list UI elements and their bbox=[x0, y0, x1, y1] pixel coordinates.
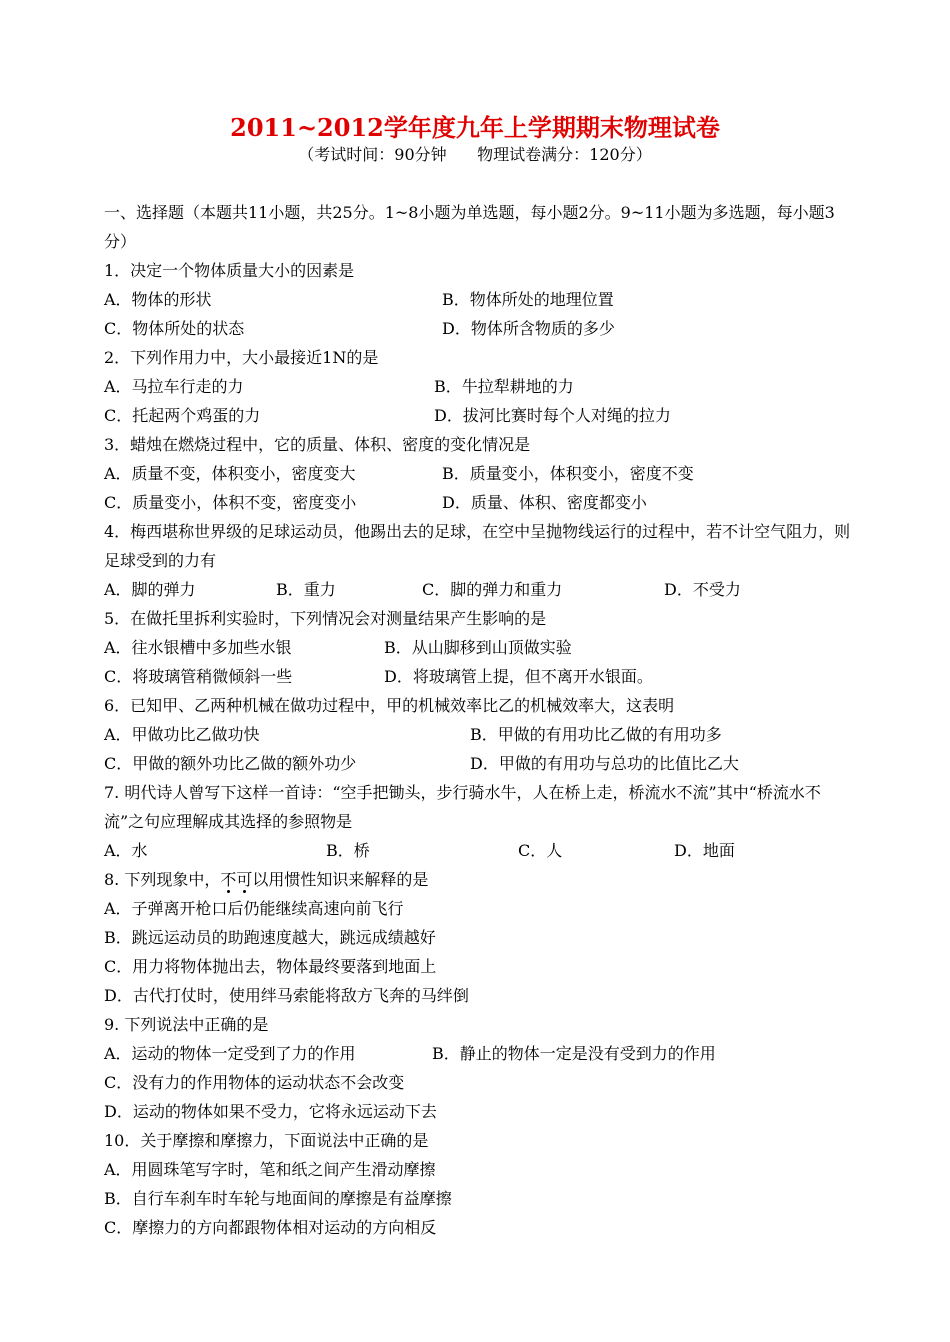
option-d: D．将玻璃管上提，但不离开水银面。 bbox=[384, 667, 653, 686]
option-b: B．质量变小，体积变小，密度不变 bbox=[442, 464, 694, 483]
option-d: D．运动的物体如果不受力，它将永远运动下去 bbox=[104, 1102, 437, 1121]
question-stem bbox=[104, 865, 854, 894]
option-b: B．重力 bbox=[276, 580, 336, 599]
option-b: B．静止的物体一定是没有受到力的作用 bbox=[432, 1044, 716, 1063]
option-b: B．跳远运动员的助跑速度越大，跳远成绩越好 bbox=[104, 928, 436, 947]
option-d: D．古代打仗时，使用绊马索能将敌方飞奔的马绊倒 bbox=[104, 986, 469, 1005]
option-row bbox=[104, 836, 854, 865]
question-stem: 10．关于摩擦和摩擦力，下面说法中正确的是 bbox=[104, 1131, 429, 1150]
option-b: B．自行车刹车时车轮与地面间的摩擦是有益摩擦 bbox=[104, 1189, 452, 1208]
option-row bbox=[104, 720, 854, 749]
option-row bbox=[104, 633, 854, 662]
option-a: A．运动的物体一定受到了力的作用 bbox=[104, 1044, 356, 1063]
option-c: C．没有力的作用物体的运动状态不会改变 bbox=[104, 1073, 405, 1092]
option-a: A．马拉车行走的力 bbox=[104, 377, 244, 396]
option-row bbox=[104, 575, 854, 604]
option-c: C．用力将物体抛出去，物体最终要落到地面上 bbox=[104, 957, 437, 976]
option-c: C．托起两个鸡蛋的力 bbox=[104, 406, 261, 425]
emphasis-char: 不 bbox=[220, 870, 237, 889]
exam-subtitle: （考试时间：90分钟 物理试卷满分：120分） bbox=[298, 145, 652, 164]
option-row bbox=[104, 314, 854, 343]
question-stem: 1．决定一个物体质量大小的因素是 bbox=[104, 261, 355, 280]
option-a: A．物体的形状 bbox=[104, 290, 212, 309]
option-a: A．往水银槽中多加些水银 bbox=[104, 638, 292, 657]
option-d: D．甲做的有用功与总功的比值比乙大 bbox=[470, 754, 739, 773]
option-row bbox=[104, 372, 854, 401]
option-a: A．甲做功比乙做功快 bbox=[104, 725, 260, 744]
option-a: A．子弹离开枪口后仍能继续高速向前飞行 bbox=[104, 899, 404, 918]
question-stem: 3．蜡烛在燃烧过程中，它的质量、体积、密度的变化情况是 bbox=[104, 435, 531, 454]
option-row bbox=[104, 285, 854, 314]
option-row bbox=[104, 459, 854, 488]
question-stem: 6．已知甲、乙两种机械在做功过程中，甲的机械效率比乙的机械效率大，这表明 bbox=[104, 696, 675, 715]
option-d: D．不受力 bbox=[664, 580, 741, 599]
option-a: A．水 bbox=[104, 841, 148, 860]
option-c: C．脚的弹力和重力 bbox=[422, 580, 563, 599]
question-stem: 2．下列作用力中，大小最接近1N的是 bbox=[104, 348, 379, 367]
option-d: D．拔河比赛时每个人对绳的拉力 bbox=[434, 406, 671, 425]
option-d: D．质量、体积、密度都变小 bbox=[442, 493, 647, 512]
question-stem: 9. 下列说法中正确的是 bbox=[104, 1015, 269, 1034]
question-stem: 4．梅西堪称世界级的足球运动员，他踢出去的足球，在空中呈抛物线运行的过程中，若不计空气阻力，则足球受到的力有 bbox=[104, 522, 851, 570]
option-c: C．人 bbox=[518, 841, 563, 860]
option-b: B．物体所处的地理位置 bbox=[442, 290, 614, 309]
option-d: D．物体所含物质的多少 bbox=[442, 319, 615, 338]
exam-body bbox=[104, 198, 854, 1242]
option-c: C．将玻璃管稍微倾斜一些 bbox=[104, 667, 293, 686]
option-d: D．地面 bbox=[674, 841, 735, 860]
option-b: B．牛拉犁耕地的力 bbox=[434, 377, 574, 396]
option-row bbox=[104, 401, 854, 430]
option-b: B．甲做的有用功比乙做的有用功多 bbox=[470, 725, 722, 744]
option-a: A．脚的弹力 bbox=[104, 580, 196, 599]
question-stem: 5．在做托里拆利实验时，下列情况会对测量结果产生影响的是 bbox=[104, 609, 547, 628]
option-c: C．物体所处的状态 bbox=[104, 319, 245, 338]
option-c: C．甲做的额外功比乙做的额外功少 bbox=[104, 754, 357, 773]
stem-text: 以用惯性知识来解释的是 bbox=[252, 870, 429, 889]
section-heading: 一、选择题（本题共11小题，共25分。1~8小题为单选题，每小题2分。9~11小题为多选题，每小题3分） bbox=[104, 203, 835, 251]
option-row bbox=[104, 1039, 854, 1068]
option-a: A．用圆珠笔写字时，笔和纸之间产生滑动摩擦 bbox=[104, 1160, 436, 1179]
question-stem: 7. 明代诗人曾写下这样一首诗：“空手把锄头，步行骑水牛，人在桥上走，桥流水不流”其中“桥流水不流”之句应理解成其选择的参照物是 bbox=[104, 783, 821, 831]
option-b: B．桥 bbox=[326, 841, 370, 860]
option-row bbox=[104, 749, 854, 778]
option-row bbox=[104, 488, 854, 517]
exam-title: 2011~2012学年度九年上学期期末物理试卷 bbox=[230, 113, 720, 142]
option-a: A．质量不变，体积变小，密度变大 bbox=[104, 464, 356, 483]
stem-text: 8. 下列现象中， bbox=[104, 870, 221, 889]
option-row bbox=[104, 662, 854, 691]
emphasis-char: 可 bbox=[236, 870, 253, 889]
option-c: C．摩擦力的方向都跟物体相对运动的方向相反 bbox=[104, 1218, 437, 1237]
option-b: B．从山脚移到山顶做实验 bbox=[384, 638, 572, 657]
option-c: C．质量变小，体积不变，密度变小 bbox=[104, 493, 357, 512]
